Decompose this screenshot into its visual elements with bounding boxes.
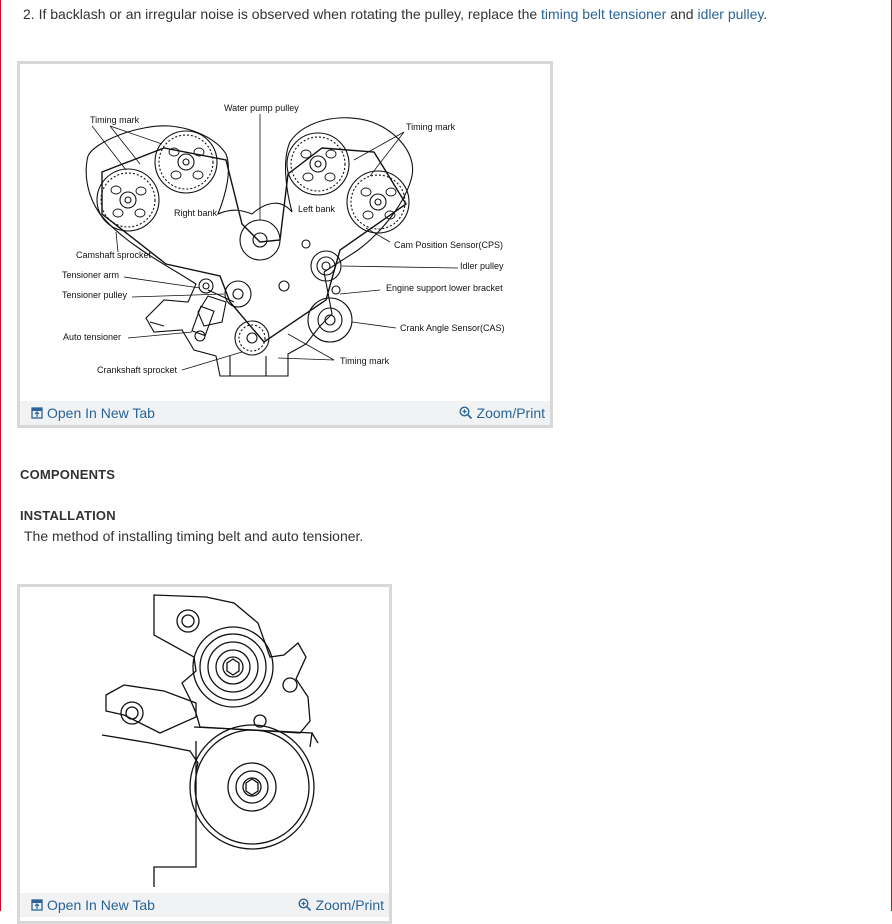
- open-in-new-tab-icon: [31, 407, 43, 419]
- zoom-in-icon: [459, 406, 473, 420]
- label-tensioner-pulley: Tensioner pulley: [62, 290, 128, 300]
- figure1-open-new-tab-link[interactable]: [31, 401, 155, 425]
- label-auto-tensioner: Auto tensioner: [63, 332, 122, 342]
- installation-heading: INSTALLATION: [20, 508, 116, 523]
- label-camshaft-sprocket: Camshaft sprocket: [76, 250, 152, 260]
- step-text-middle: and: [666, 6, 698, 22]
- step-text-after: .: [763, 6, 768, 22]
- figure2-toolbar: [20, 893, 389, 917]
- timing-belt-tensioner-link[interactable]: timing belt tensioner: [541, 6, 667, 22]
- label-water-pump-pulley: Water pump pulley: [224, 103, 299, 113]
- components-heading: COMPONENTS: [20, 467, 116, 482]
- timing-belt-diagram: [20, 64, 550, 401]
- zoom-in-icon: [298, 898, 312, 912]
- auto-tensioner-diagram: [20, 587, 389, 897]
- figure1-zoom-print-label: Zoom/Print: [476, 405, 545, 421]
- label-crankshaft-sprocket: Crankshaft sprocket: [97, 365, 178, 375]
- figure2-open-new-tab-link[interactable]: [31, 893, 155, 917]
- label-idler-pulley: Idler pulley: [460, 261, 504, 271]
- timing-belt-diagram-figure: [17, 61, 553, 428]
- idler-pulley-link[interactable]: idler pulley: [697, 6, 764, 22]
- page: [1, 0, 892, 911]
- installation-description: The method of installing timing belt and auto tensioner.: [24, 528, 364, 544]
- label-crank-angle-sensor: Crank Angle Sensor(CAS): [400, 323, 505, 333]
- step-text-before: 2. If backlash or an irregular noise is observed when rotating the pulley, replace the: [23, 6, 542, 22]
- step-2-text: [23, 5, 873, 23]
- figure2-zoom-print-link[interactable]: [298, 893, 384, 917]
- label-timing-mark-left: Timing mark: [90, 115, 140, 125]
- figure1-toolbar: [20, 401, 550, 425]
- label-timing-mark-bottom: Timing mark: [340, 356, 390, 366]
- figure2-open-new-tab-label: Open In New Tab: [47, 897, 155, 913]
- label-tensioner-arm: Tensioner arm: [62, 270, 120, 280]
- auto-tensioner-diagram-figure: [17, 584, 392, 924]
- label-left-bank: Left bank: [298, 204, 336, 214]
- label-engine-support: Engine support lower bracket: [386, 283, 503, 293]
- figure1-zoom-print-link[interactable]: [459, 401, 545, 425]
- label-right-bank: Right bank: [174, 208, 218, 218]
- label-cam-position-sensor: Cam Position Sensor(CPS): [394, 240, 504, 250]
- label-timing-mark-right: Timing mark: [406, 122, 456, 132]
- figure1-open-new-tab-label: Open In New Tab: [47, 405, 155, 421]
- figure2-zoom-print-label: Zoom/Print: [315, 897, 384, 913]
- open-in-new-tab-icon: [31, 899, 43, 911]
